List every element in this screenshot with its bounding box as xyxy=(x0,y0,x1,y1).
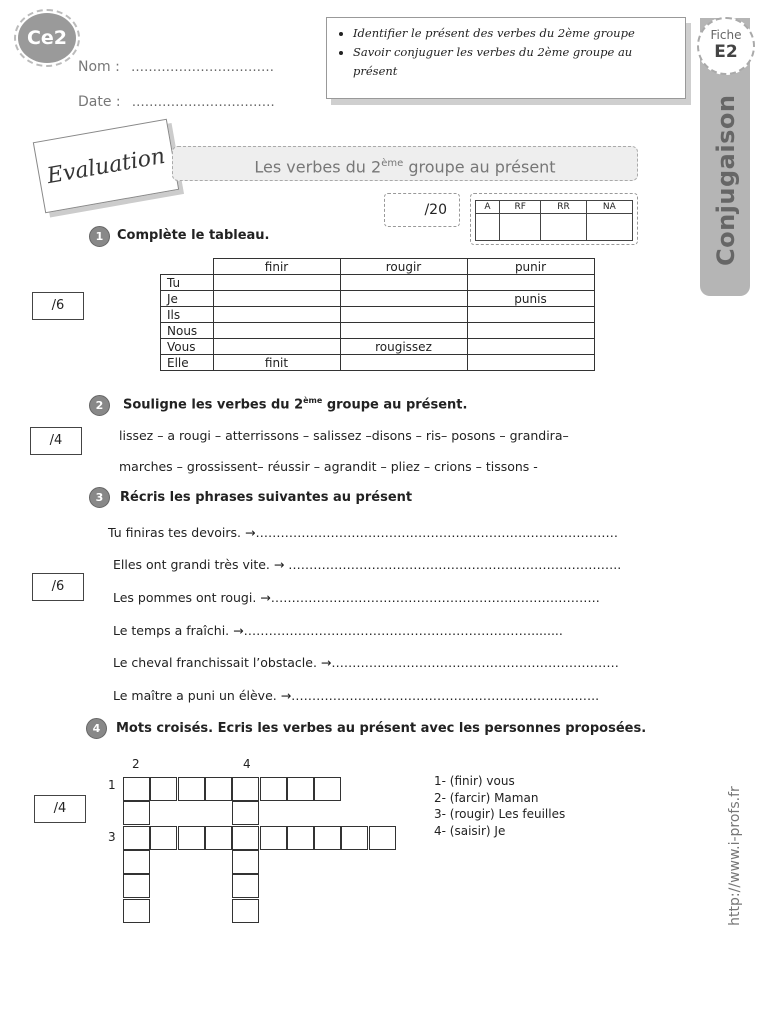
name-field[interactable]: …………………………… xyxy=(130,60,274,75)
crossword-number: 2 xyxy=(132,757,140,771)
column-header: rougir xyxy=(340,259,467,275)
subject-label: Conjugaison xyxy=(712,94,740,266)
answer-cell[interactable] xyxy=(213,339,340,355)
answer-cell[interactable] xyxy=(340,307,467,323)
pronoun-cell: Elle xyxy=(161,355,214,371)
answer-cell[interactable] xyxy=(213,291,340,307)
rewrite-sentence[interactable]: Tu finiras tes devoirs. →…………………………………………………………………………… xyxy=(108,525,618,540)
title-sup: ème xyxy=(381,158,404,169)
crossword-cell[interactable] xyxy=(314,777,341,801)
crossword-cell[interactable] xyxy=(123,777,150,801)
rewrite-sentence[interactable]: Le maître a puni un élève. →……………………………………………………………….. xyxy=(113,688,600,703)
exercise-score: /4 xyxy=(30,427,82,455)
answer-cell[interactable] xyxy=(340,323,467,339)
exercise-score: /6 xyxy=(32,292,84,320)
column-header: finir xyxy=(213,259,340,275)
answer-cell[interactable] xyxy=(213,275,340,291)
date-line xyxy=(78,91,275,110)
rewrite-sentence[interactable]: Les pommes ont rougi. →……………………………………………………………………. xyxy=(113,590,600,605)
exercise-instruction: Récris les phrases suivantes au présent xyxy=(120,490,413,505)
crossword-cell[interactable] xyxy=(178,826,205,850)
answer-cell[interactable] xyxy=(213,307,340,323)
crossword-cell[interactable] xyxy=(123,826,150,850)
crossword-cell[interactable] xyxy=(205,777,232,801)
total-score-box: /20 xyxy=(384,193,460,227)
date-field[interactable]: …………………………… xyxy=(131,95,275,110)
answer-cell[interactable] xyxy=(467,307,594,323)
exercise-number: 3 xyxy=(89,487,110,508)
exercise-number: 2 xyxy=(89,395,110,416)
conjugation-table xyxy=(160,258,595,371)
crossword-cell[interactable] xyxy=(232,874,259,898)
crossword-number: 1 xyxy=(108,778,116,792)
exercise-instruction xyxy=(123,396,467,412)
exercise-number: 1 xyxy=(89,226,110,247)
title-text: Les verbes du 2 xyxy=(254,157,382,177)
crossword-cell[interactable] xyxy=(205,826,232,850)
crossword-cell[interactable] xyxy=(150,826,177,850)
level-cell[interactable] xyxy=(499,214,541,241)
crossword-number: 4 xyxy=(243,757,251,771)
name-label: Nom : xyxy=(78,59,120,75)
objective-item: • Savoir conjuguer les verbes du 2ème groupe au présent xyxy=(353,43,677,81)
crossword-cell[interactable] xyxy=(123,899,150,923)
clue-item: 4- (saisir) Je xyxy=(434,823,506,838)
clue-item: 3- (rougir) Les feuilles xyxy=(434,807,566,821)
verb-list-line[interactable]: lissez – a rougi – atterrissons – salissez –disons – ris– posons – grandira– xyxy=(119,428,569,443)
crossword-cell[interactable] xyxy=(260,777,287,801)
crossword-cell[interactable] xyxy=(123,850,150,874)
answer-cell[interactable]: finit xyxy=(213,355,340,371)
answer-cell[interactable] xyxy=(340,355,467,371)
crossword-cell[interactable] xyxy=(232,777,259,801)
site-url: http://www.i-profs.fr xyxy=(727,786,743,926)
clue-item: 2- (farcir) Maman xyxy=(434,790,539,805)
answer-cell[interactable]: punis xyxy=(467,291,594,307)
date-label: Date : xyxy=(78,94,121,110)
crossword-cell[interactable] xyxy=(123,874,150,898)
crossword-cell[interactable] xyxy=(287,777,314,801)
pronoun-cell: Ils xyxy=(161,307,214,323)
pronoun-cell: Je xyxy=(161,291,214,307)
instruction-text: Souligne les verbes du 2 xyxy=(123,397,304,413)
rewrite-sentence[interactable]: Elles ont grandi très vite. → …………………………………………………………………….. xyxy=(113,557,622,572)
answer-cell[interactable] xyxy=(467,339,594,355)
crossword-cell[interactable] xyxy=(232,826,259,850)
name-line xyxy=(78,56,274,75)
verb-list-line[interactable]: marches – grossissent– réussir – agrandit – pliez – crions – tissons - xyxy=(119,459,538,474)
column-header: punir xyxy=(467,259,594,275)
exercise-instruction: Mots croisés. Ecris les verbes au présent avec les personnes proposées. xyxy=(116,721,647,736)
level-a: A xyxy=(476,201,500,214)
fiche-label: Fiche xyxy=(710,28,742,42)
level-rr: RR xyxy=(541,201,586,214)
pronoun-cell: Tu xyxy=(161,275,214,291)
objectives-box xyxy=(326,17,686,99)
pronoun-cell: Vous xyxy=(161,339,214,355)
evaluation-card: Evaluation xyxy=(33,119,179,214)
title-text-end: groupe au présent xyxy=(403,157,556,177)
crossword-cell[interactable] xyxy=(232,899,259,923)
instruction-text-end: groupe au présent. xyxy=(322,397,468,413)
crossword-cell[interactable] xyxy=(341,826,368,850)
level-cell[interactable] xyxy=(476,214,500,241)
fiche-code: E2 xyxy=(714,42,738,62)
exercise-score: /4 xyxy=(34,795,86,823)
level-badge: Ce2 xyxy=(18,13,76,63)
exercise-number: 4 xyxy=(86,718,107,739)
objective-item: • Identifier le présent des verbes du 2ème groupe xyxy=(353,24,677,43)
answer-cell[interactable] xyxy=(467,275,594,291)
rewrite-sentence[interactable]: Le temps a fraîchi. →……………………………………………………………........ xyxy=(113,623,563,638)
rewrite-sentence[interactable]: Le cheval franchissait l’obstacle. →…………………………………………………………… xyxy=(113,655,619,670)
crossword-cell[interactable] xyxy=(232,801,259,825)
crossword-number: 3 xyxy=(108,830,116,844)
crossword-cell[interactable] xyxy=(123,801,150,825)
instruction-sup: ème xyxy=(303,396,323,405)
crossword-cell[interactable] xyxy=(150,777,177,801)
crossword-cell[interactable] xyxy=(232,850,259,874)
crossword-cell[interactable] xyxy=(314,826,341,850)
answer-cell[interactable] xyxy=(467,355,594,371)
pronoun-cell: Nous xyxy=(161,323,214,339)
answer-cell[interactable]: rougissez xyxy=(340,339,467,355)
answer-cell[interactable] xyxy=(340,275,467,291)
crossword-cell[interactable] xyxy=(287,826,314,850)
page-title xyxy=(172,146,638,181)
crossword-cell[interactable] xyxy=(260,826,287,850)
answer-cell[interactable] xyxy=(213,323,340,339)
level-na: NA xyxy=(586,201,632,214)
exercise-instruction: Complète le tableau. xyxy=(117,228,270,243)
crossword-clues xyxy=(434,773,565,839)
exercise-score: /6 xyxy=(32,573,84,601)
level-cell[interactable] xyxy=(541,214,586,241)
clue-item: 1- (finir) vous xyxy=(434,774,515,788)
level-grid xyxy=(470,193,638,245)
answer-cell[interactable] xyxy=(467,323,594,339)
level-rf: RF xyxy=(499,201,541,214)
level-cell[interactable] xyxy=(586,214,632,241)
fiche-badge xyxy=(697,17,755,75)
crossword-cell[interactable] xyxy=(178,777,205,801)
crossword-cell[interactable] xyxy=(369,826,396,850)
answer-cell[interactable] xyxy=(340,291,467,307)
